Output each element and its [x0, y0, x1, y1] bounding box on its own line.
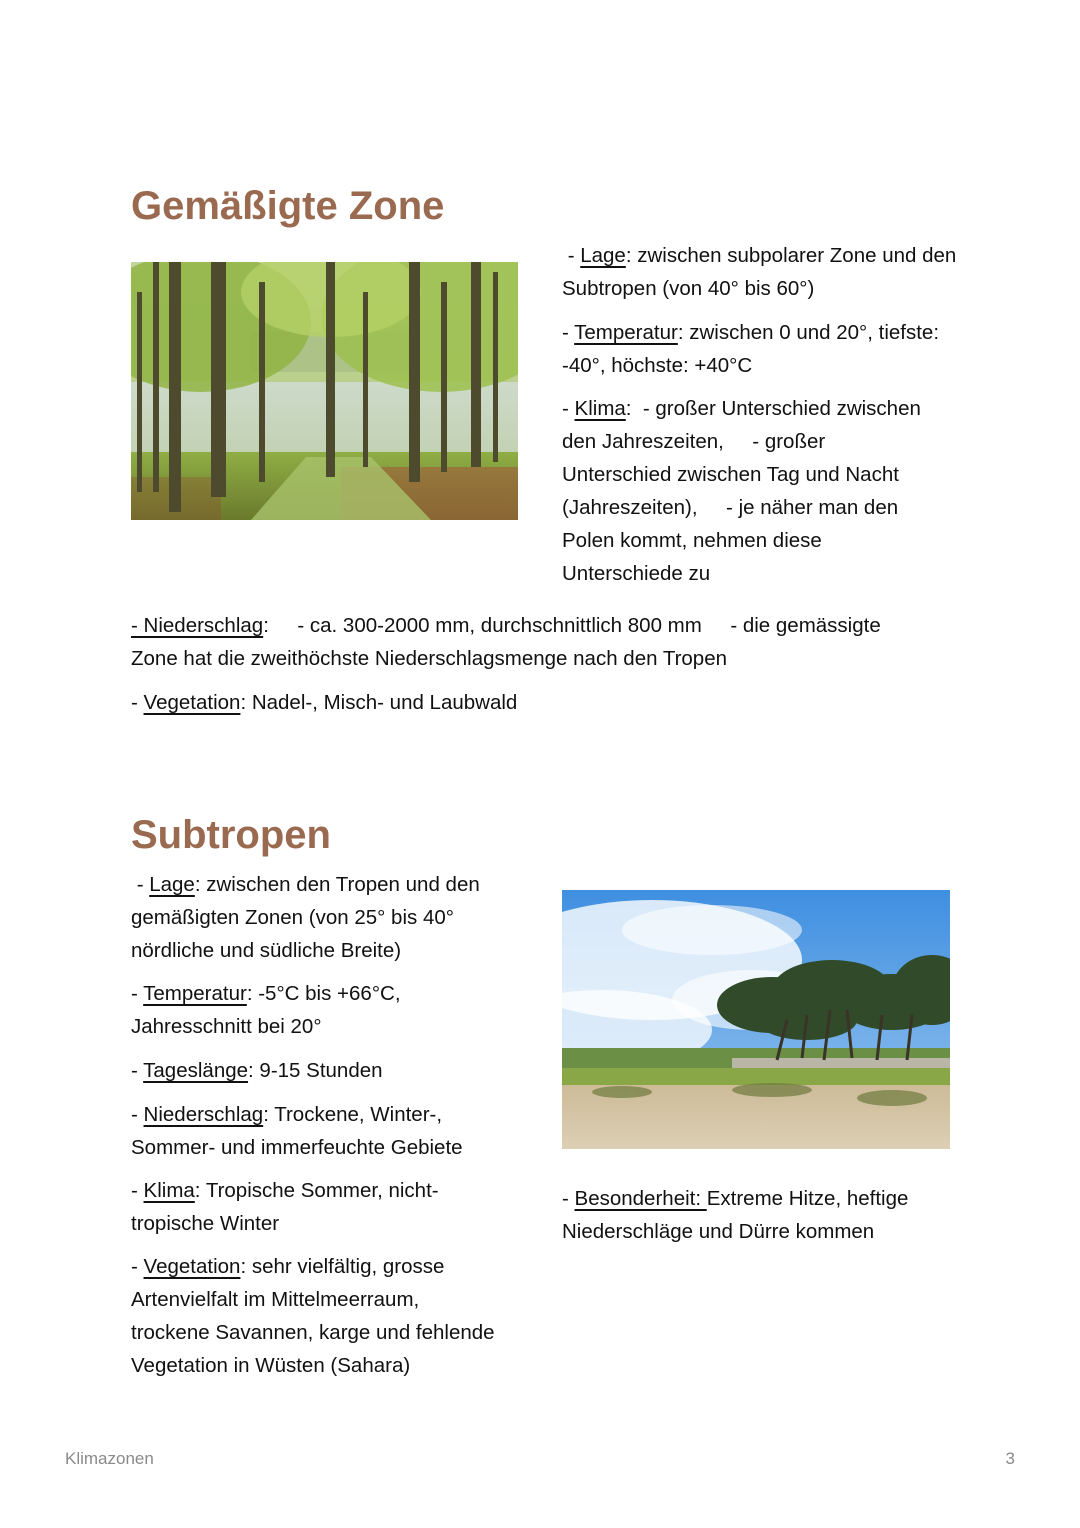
section-title-temperate: Gemäßigte Zone [131, 184, 445, 228]
temperatur-label: Temperatur [143, 982, 247, 1005]
temperate-lage: - Lage: zwischen subpolarer Zone und den Subtropen (von 40° bis 60°) [562, 244, 957, 300]
besonderheit-label: Besonderheit: [574, 1187, 707, 1210]
klima-label: Klima [143, 1179, 195, 1202]
subtropics-niederschlag: - Niederschlag: Trockene, Winter-, Sommer- und immerfeuchte Gebiete [131, 1103, 463, 1159]
temperate-niederschlag: - Niederschlag: - ca. 300-2000 mm, durchschnittlich 800 mm - die gemässigte Zone hat die zweithöchste Niederschlagsmenge nach den Tropen [131, 614, 881, 670]
lage-label: Lage [149, 873, 195, 896]
subtropics-klima: - Klima: Tropische Sommer, nicht- tropische Winter [131, 1179, 439, 1235]
lage-label: Lage [580, 244, 626, 267]
pine-beach-photo [562, 890, 950, 1149]
temperatur-label: Temperatur [574, 321, 678, 344]
niederschlag-label: - Niederschlag [131, 614, 264, 637]
niederschlag-label: Niederschlag [143, 1103, 264, 1126]
subtropics-temperatur: - Temperatur: -5°C bis +66°C, Jahresschnitt bei 20° [131, 982, 401, 1038]
temperate-temperatur: - Temperatur: zwischen 0 und 20°, tiefste: -40°, höchste: +40°C [562, 321, 940, 377]
subtropics-besonderheit: - Besonderheit: Extreme Hitze, heftige Niederschläge und Dürre kommen [562, 1187, 909, 1243]
forest-photo [131, 262, 518, 520]
tageslaenge-label: Tageslänge [143, 1059, 249, 1082]
vegetation-label: Vegetation [143, 1255, 241, 1278]
klima-label: Klima [574, 397, 626, 420]
vegetation-label: Vegetation [143, 691, 241, 714]
temperate-klima: - Klima: - großer Unterschied zwischen den Jahreszeiten, - großer Unterschied zwischen Tag und Nacht (Jahreszeiten), - je näher man den Polen kommt, nehmen diese Unterschiede zu [562, 397, 921, 585]
footer-title: Klimazonen [65, 1449, 154, 1468]
page-number: 3 [1005, 1449, 1015, 1468]
subtropics-tageslaenge: - Tageslänge: 9-15 Stunden [131, 1059, 383, 1082]
temperate-vegetation: - Vegetation: Nadel-, Misch- und Laubwald [131, 691, 518, 714]
subtropics-vegetation: - Vegetation: sehr vielfältig, grosse Artenvielfalt im Mittelmeerraum, trockene Savannen, karge und fehlende Vegetation in Wüsten (Sahara) [131, 1255, 495, 1377]
section-title-subtropics: Subtropen [131, 813, 331, 857]
subtropics-lage: - Lage: zwischen den Tropen und den gemäßigten Zonen (von 25° bis 40° nördliche und südliche Breite) [131, 873, 480, 962]
